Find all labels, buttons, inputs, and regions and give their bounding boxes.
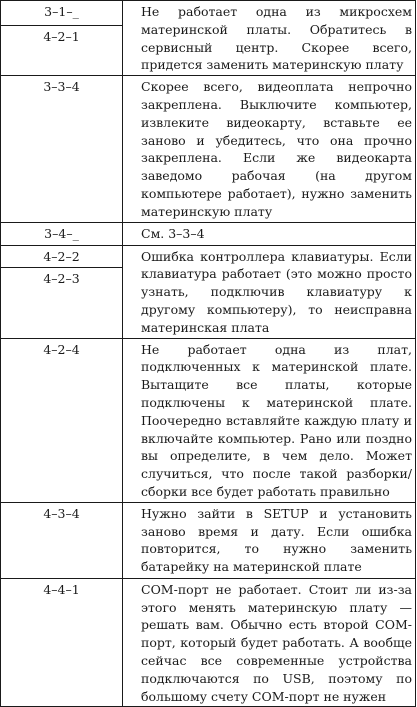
description-cell: Ошибка контроллера клавиатуры. Если клавиатура работает (это можно просто узнать, подключив клавиатуру к другому компьютеру), то неисправна материнская плата xyxy=(123,245,416,338)
description-cell: См. 3–3–4 xyxy=(123,222,416,245)
table-row xyxy=(1,245,416,267)
beep-code: 4–2–4 xyxy=(43,341,80,357)
beep-code-cell xyxy=(1,222,123,245)
beep-code-cell xyxy=(1,502,123,578)
beep-code: 4–2–2 xyxy=(43,248,80,264)
beep-code: 3–3–4 xyxy=(43,79,80,95)
beep-code-cell xyxy=(1,1,123,26)
description-cell: Нужно зайти в SETUP и установить заново время и дату. Если ошибка повторится, то нужно заменить батарейку на материнской плате xyxy=(123,502,416,578)
table-row xyxy=(1,222,416,245)
description-cell: Не работает одна из микросхем материнской платы. Обратитесь в сервисный центр. Скорее всего, придется заменить материнскую плату xyxy=(123,1,416,76)
beep-code-cell xyxy=(1,578,123,707)
beep-code: 4–4–1 xyxy=(43,581,80,597)
beep-code: 3–1–_ xyxy=(44,4,79,19)
beep-code: 4–2–3 xyxy=(43,270,80,286)
table-row xyxy=(1,578,416,707)
table-row xyxy=(1,338,416,502)
table-row xyxy=(1,76,416,222)
beep-code: 4–3–4 xyxy=(43,505,80,521)
beep-code-cell xyxy=(1,338,123,502)
beep-code: 4–2–1 xyxy=(43,28,80,44)
beep-code-cell xyxy=(1,267,123,338)
beep-code: 3–4–_ xyxy=(44,225,79,241)
beep-code-cell xyxy=(1,76,123,222)
table-row xyxy=(1,502,416,578)
description-cell: COM-порт не работает. Стоит ли из-за этого менять материнскую плату — решать вам. Обычно есть второй COM-порт, который будет работать. А вообще сейчас все современные устройства подключаются по USB, поэтому по большому счету COM-порт не нужен xyxy=(123,578,416,707)
beep-code-cell xyxy=(1,245,123,267)
description-cell: Не работает одна из плат, подключенных к материнской плате. Вытащите все платы, которые подключены к материнской плате. Поочередно вставляйте каждую плату и включайте компьютер. Рано или поздно вы определите, в чем дело. Может случиться, что после такой разборки/сборки все будет работать правильно xyxy=(123,338,416,502)
beep-code-cell xyxy=(1,25,123,76)
table-row xyxy=(1,1,416,26)
description-cell: Скорее всего, видеоплата непрочно закреплена. Выключите компьютер, извлеките видеокарту, вставьте ее заново и убедитесь, что она прочно закреплена. Если же видеокарта заведомо рабочая (на другом компьютере работает), нужно заменить материнскую плату xyxy=(123,76,416,222)
